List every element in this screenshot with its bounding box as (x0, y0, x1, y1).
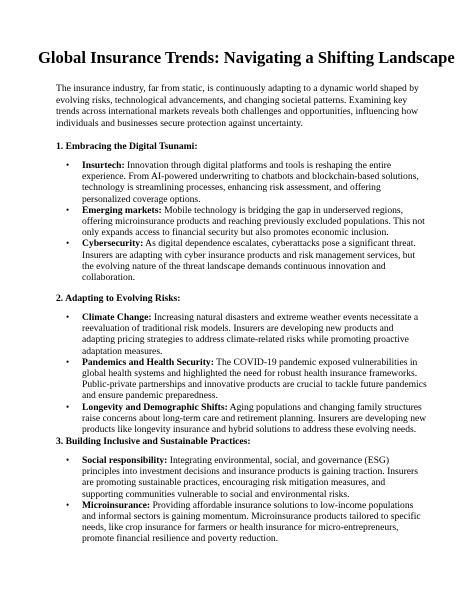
bullet-icon: • (66, 160, 70, 170)
intro-paragraph: The insurance industry, far from static, is continuously adapting to a dynamic world shaped by evolving risks, technological advancements, and changing societal patterns. Examining key trends across international markets reveals both challenges and opportunities, influencing how individuals and businesses secure protection against uncertainty. (56, 83, 419, 129)
item-text: Mobile technology is bridging the gap in underserved regions, offering microinsurance products and reaching previously excluded populations. This not only expands access to financial security but also promotes economic inclusion. (82, 204, 425, 239)
item-text: As digital dependence escalates, cyberattacks pose a significant threat. Insurers are adapting with cyber insurance products and risk management services, but the evolving nature of the threat landscape demands continuous innovation and collaboration. (82, 238, 416, 284)
list-item-microinsurance (66, 499, 428, 545)
item-term: Pandemics and Health Security: (82, 356, 214, 368)
item-term: Social responsibility: (82, 455, 168, 466)
list-item-pandemics (66, 356, 428, 402)
item-text: The COVID-19 pandemic exposed vulnerabilities in global health systems and highlighted the need for robust health insurance frameworks. Public-private partnerships and innovative products are crucial to tackle future pandemics and ensure pandemic preparedness. (82, 356, 427, 402)
section-list-digital (66, 160, 428, 284)
bullet-icon: • (66, 312, 70, 322)
item-term: Insurtech: (82, 160, 125, 171)
item-term: Longevity and Demographic Shifts: (82, 401, 228, 413)
list-item-cybersecurity (66, 238, 428, 284)
item-term: Cybersecurity: (82, 238, 144, 250)
item-text: Providing affordable insurance solutions to low-income populations and informal sectors is gaining momentum. Microinsurance products tailored to specific needs, like crop insurance for farmers or health insurance for micro-entrepreneurs, promote financial resilience and poverty reduction. (82, 499, 421, 545)
item-text: Innovation through digital platforms and tools is reshaping the entire experience. From AI-powered underwriting to chatbots and blockchain-based solutions, technology is streamlining processes, enhancing risk assessment, and offering personalized coverage options. (82, 160, 419, 205)
list-item-emerging-markets (66, 204, 428, 239)
item-text: Increasing natural disasters and extreme weather events necessitate a reevaluation of traditional risk models. Insurers are developing new products and adapting pricing strategies to address climate-related risks while promoting proactive adaptation measures. (82, 312, 419, 357)
item-text: Integrating environmental, social, and governance (ESG) principles into investment decisions and insurance products is gaining traction. Insurers are promoting sustainable practices, encouraging risk mitigation measures, and supporting communities vulnerable to social and environmental risks. (82, 455, 418, 500)
bullet-icon: • (66, 499, 70, 510)
document-title: Global Insurance Trends: Navigating a Shifting Landscape (38, 48, 455, 67)
bullet-icon: • (66, 401, 70, 412)
list-item-climate-change (66, 312, 428, 357)
bullet-icon: • (66, 204, 70, 215)
list-item-insurtech (66, 160, 428, 205)
list-item-longevity (66, 401, 428, 436)
section-list-inclusive (66, 455, 428, 545)
section-list-risks (66, 312, 428, 436)
bullet-icon: • (66, 238, 70, 249)
list-item-social-responsibility (66, 455, 428, 500)
bullet-icon: • (66, 356, 70, 367)
item-term: Microinsurance: (82, 499, 151, 511)
section-heading-digital: 1. Embracing the Digital Tsunami: (56, 141, 198, 152)
section-heading-inclusive: 3. Building Inclusive and Sustainable Practices: (56, 436, 251, 447)
bullet-icon: • (66, 455, 70, 465)
item-text: Aging populations and changing family structures raise concerns about long-term care and retirement planning. Insurers are developing new products like longevity insurance and hybrid solutions to address these evolving needs. (82, 401, 427, 436)
section-heading-risks: 2. Adapting to Evolving Risks: (56, 293, 181, 304)
item-term: Emerging markets: (82, 204, 162, 216)
item-term: Climate Change: (82, 312, 152, 323)
